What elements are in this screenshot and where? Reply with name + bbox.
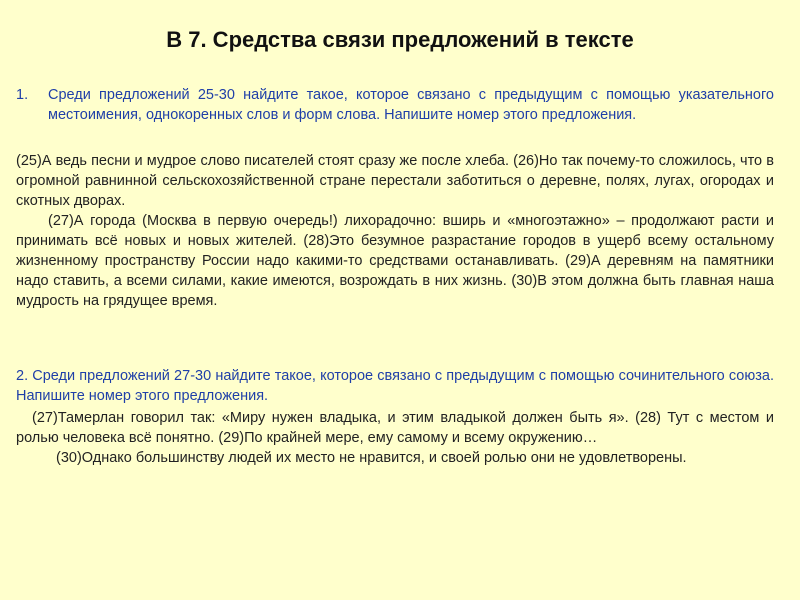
task-1-paragraph: (27)А города (Москва в первую очередь!) лихорадочно: вширь и «многоэтажно» – продолжают расти и принимать всё новых и новых жителей. (28)Это безумное разрастание городов в ущерб всему остальному жизненному пространству России надо какими-то средствами останавливать. (29)А деревням на памятники надо ставить, а всеми силами, какие имеются, возрождать в них жизнь. (30)В этом должна быть главная наша мудрость на грядущее время. — [16, 213, 774, 309]
task-1-text — [16, 151, 774, 311]
task-1-question-text: Среди предложений 25-30 найдите такое, которое связано с предыдущим с помощью указательного местоимения, однокоренных слов и форм слова. Напишите номер этого предложения. — [48, 87, 774, 123]
task-1-question — [16, 85, 774, 125]
task-1-number: 1. — [16, 87, 29, 103]
task-2-question: 2. Среди предложений 27-30 найдите такое, которое связано с предыдущим с помощью сочинительного союза. Напишите номер этого предложения. — [16, 368, 774, 404]
task-2-text — [16, 408, 774, 468]
task-2-paragraph: (27)Тамерлан говорил так: «Миру нужен владыка, и этим владыкой должен быть я». (28) Тут с местом и ролью человека всё понятно. (29)По крайней мере, ему самому и всему окружению… — [16, 410, 774, 446]
task-1-paragraph: (25)А ведь песни и мудрое слово писателей стоят сразу же после хлеба. (26)Но так почему-то сложилось, что в огромной равнинной сельскохозяйственной стране перестали заботиться о деревне, полях, лугах, огородах и скотных дворах. — [16, 153, 774, 209]
slide-title: В 7. Средства связи предложений в тексте — [166, 27, 634, 52]
task-2-paragraph: (30)Однако большинству людей их место не нравится, и своей ролью они не удовлетворены. — [56, 450, 687, 466]
